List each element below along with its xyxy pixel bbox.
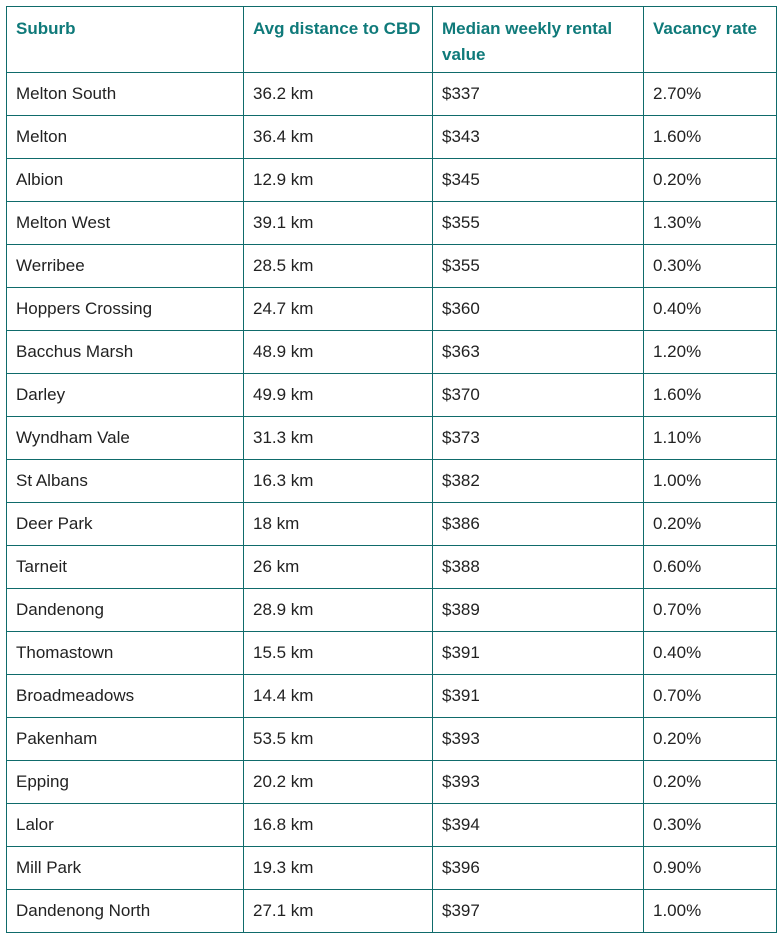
cell-suburb: Thomastown xyxy=(7,632,244,675)
cell-rent: $382 xyxy=(433,460,644,503)
cell-suburb: Wyndham Vale xyxy=(7,417,244,460)
header-row xyxy=(7,7,777,73)
cell-vacancy: 0.30% xyxy=(644,804,777,847)
cell-suburb: Melton xyxy=(7,116,244,159)
cell-rent: $396 xyxy=(433,847,644,890)
cell-distance: 16.3 km xyxy=(244,460,433,503)
table-row xyxy=(7,847,777,890)
cell-distance: 28.5 km xyxy=(244,245,433,288)
cell-suburb: Deer Park xyxy=(7,503,244,546)
cell-vacancy: 0.40% xyxy=(644,288,777,331)
cell-distance: 14.4 km xyxy=(244,675,433,718)
table-row xyxy=(7,675,777,718)
table-row xyxy=(7,159,777,202)
table-row xyxy=(7,460,777,503)
cell-distance: 28.9 km xyxy=(244,589,433,632)
cell-suburb: Melton West xyxy=(7,202,244,245)
cell-vacancy: 0.20% xyxy=(644,503,777,546)
table-row xyxy=(7,288,777,331)
cell-suburb: St Albans xyxy=(7,460,244,503)
cell-distance: 48.9 km xyxy=(244,331,433,374)
cell-suburb: Bacchus Marsh xyxy=(7,331,244,374)
cell-suburb: Tarneit xyxy=(7,546,244,589)
cell-rent: $355 xyxy=(433,245,644,288)
cell-distance: 53.5 km xyxy=(244,718,433,761)
cell-vacancy: 0.20% xyxy=(644,159,777,202)
cell-rent: $393 xyxy=(433,718,644,761)
cell-suburb: Broadmeadows xyxy=(7,675,244,718)
cell-distance: 20.2 km xyxy=(244,761,433,804)
cell-distance: 49.9 km xyxy=(244,374,433,417)
cell-rent: $386 xyxy=(433,503,644,546)
cell-rent: $393 xyxy=(433,761,644,804)
cell-rent: $360 xyxy=(433,288,644,331)
table-body xyxy=(7,73,777,933)
cell-rent: $388 xyxy=(433,546,644,589)
cell-distance: 36.4 km xyxy=(244,116,433,159)
header-vacancy-rate: Vacancy rate xyxy=(644,7,777,73)
cell-distance: 18 km xyxy=(244,503,433,546)
header-avg-distance: Avg distance to CBD xyxy=(244,7,433,73)
cell-vacancy: 0.40% xyxy=(644,632,777,675)
table-row xyxy=(7,331,777,374)
cell-rent: $345 xyxy=(433,159,644,202)
table-row xyxy=(7,374,777,417)
cell-rent: $355 xyxy=(433,202,644,245)
cell-rent: $391 xyxy=(433,675,644,718)
cell-rent: $363 xyxy=(433,331,644,374)
header-median-rent: Median weekly rental value xyxy=(433,7,644,73)
cell-distance: 36.2 km xyxy=(244,73,433,116)
cell-vacancy: 0.30% xyxy=(644,245,777,288)
cell-distance: 16.8 km xyxy=(244,804,433,847)
cell-vacancy: 0.20% xyxy=(644,718,777,761)
cell-vacancy: 0.70% xyxy=(644,589,777,632)
cell-vacancy: 2.70% xyxy=(644,73,777,116)
cell-suburb: Darley xyxy=(7,374,244,417)
cell-suburb: Mill Park xyxy=(7,847,244,890)
cell-suburb: Dandenong North xyxy=(7,890,244,933)
cell-distance: 39.1 km xyxy=(244,202,433,245)
table-row xyxy=(7,73,777,116)
cell-distance: 26 km xyxy=(244,546,433,589)
table-row xyxy=(7,890,777,933)
table-row xyxy=(7,718,777,761)
cell-rent: $337 xyxy=(433,73,644,116)
cell-rent: $391 xyxy=(433,632,644,675)
cell-suburb: Melton South xyxy=(7,73,244,116)
cell-distance: 31.3 km xyxy=(244,417,433,460)
cell-suburb: Albion xyxy=(7,159,244,202)
cell-suburb: Pakenham xyxy=(7,718,244,761)
cell-rent: $397 xyxy=(433,890,644,933)
cell-vacancy: 1.10% xyxy=(644,417,777,460)
cell-suburb: Dandenong xyxy=(7,589,244,632)
cell-distance: 24.7 km xyxy=(244,288,433,331)
cell-rent: $394 xyxy=(433,804,644,847)
cell-rent: $373 xyxy=(433,417,644,460)
cell-suburb: Werribee xyxy=(7,245,244,288)
table-row xyxy=(7,632,777,675)
cell-vacancy: 0.90% xyxy=(644,847,777,890)
cell-distance: 12.9 km xyxy=(244,159,433,202)
header-suburb: Suburb xyxy=(7,7,244,73)
cell-vacancy: 0.60% xyxy=(644,546,777,589)
cell-vacancy: 1.30% xyxy=(644,202,777,245)
cell-vacancy: 1.60% xyxy=(644,116,777,159)
cell-rent: $343 xyxy=(433,116,644,159)
cell-vacancy: 1.00% xyxy=(644,890,777,933)
cell-rent: $370 xyxy=(433,374,644,417)
table-row xyxy=(7,417,777,460)
cell-vacancy: 0.20% xyxy=(644,761,777,804)
cell-suburb: Lalor xyxy=(7,804,244,847)
table-row xyxy=(7,503,777,546)
cell-rent: $389 xyxy=(433,589,644,632)
table-row xyxy=(7,116,777,159)
cell-distance: 19.3 km xyxy=(244,847,433,890)
table-row xyxy=(7,804,777,847)
table-row xyxy=(7,546,777,589)
cell-suburb: Hoppers Crossing xyxy=(7,288,244,331)
suburb-rental-table xyxy=(6,6,777,933)
cell-suburb: Epping xyxy=(7,761,244,804)
table-row xyxy=(7,202,777,245)
cell-distance: 27.1 km xyxy=(244,890,433,933)
cell-vacancy: 0.70% xyxy=(644,675,777,718)
table-row xyxy=(7,245,777,288)
cell-vacancy: 1.20% xyxy=(644,331,777,374)
table-row xyxy=(7,761,777,804)
table-header xyxy=(7,7,777,73)
cell-vacancy: 1.60% xyxy=(644,374,777,417)
cell-distance: 15.5 km xyxy=(244,632,433,675)
cell-vacancy: 1.00% xyxy=(644,460,777,503)
table-row xyxy=(7,589,777,632)
